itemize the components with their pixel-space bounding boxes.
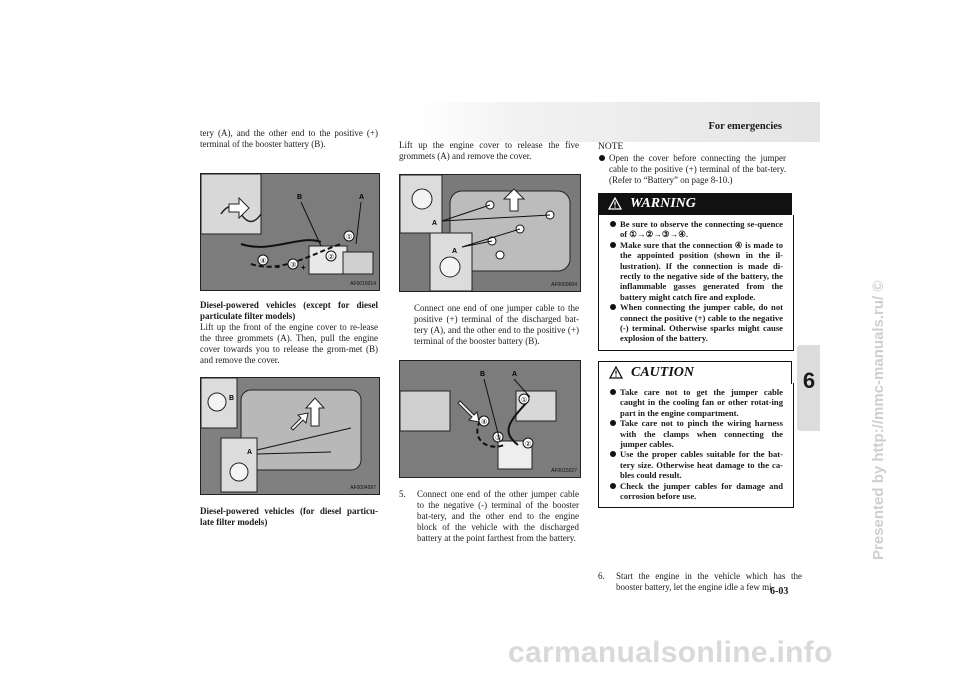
fig4-label-2: ②: [525, 441, 532, 448]
fig1-label-4: ④: [260, 258, 267, 265]
fig4-code: AF0015027: [551, 468, 577, 474]
warning-body: [598, 215, 794, 351]
fig1-label-b: B: [297, 194, 303, 201]
note-body: [598, 153, 786, 186]
caution-item-4: Check the jumper cables for damage and corrosion before use.: [609, 481, 783, 502]
step-5-number: 5.: [399, 489, 406, 499]
col1-heading-1: Diesel-powered vehicles (except for diesel particulate filter models): [200, 300, 378, 321]
fig4-label-4: ④: [481, 419, 488, 426]
figure-engine-cover-diesel: [200, 377, 380, 495]
fig1-label-a: A: [359, 194, 365, 201]
warning-header: [598, 193, 792, 215]
note-item: Open the cover before connecting the jumper cable to the positive (+) terminal of the bat-tery. (Refer to “Battery” on page 8-10.): [598, 153, 786, 186]
caution-title: CAUTION: [631, 365, 695, 380]
step-6: [598, 571, 802, 593]
col1-paragraph-2: Lift up the front of the engine cover to re-lease the three grommets (A). Then, pull the engine cover towards you to release the grom-met (B) and remove the cover.: [200, 322, 378, 365]
fig4-label-1: ①: [521, 397, 528, 404]
step-5-text: Connect one end of the other jumper cable to the negative (-) terminal of the booster bat-tery, and the other end to the engine block of the vehicle with the discharged battery at the point farthest from the battery.: [417, 489, 579, 543]
caution-triangle-icon: [609, 366, 623, 379]
caution-item-2: Take care not to pinch the wiring harness with the clamps when connecting the jumper cables.: [609, 418, 783, 449]
fig2-label-a: A: [247, 449, 253, 456]
fig2-code: AF0004997: [350, 485, 376, 491]
fig1-label-1: ①: [346, 234, 353, 241]
fig4-label-b: B: [480, 371, 486, 378]
page-number: 6-03: [770, 586, 789, 597]
note-label: NOTE: [598, 142, 624, 152]
fig3-code: AF0009604: [551, 282, 577, 288]
col2-paragraph-2: Connect one end of one jumper cable to the positive (+) terminal of the discharged bat-tery (A), and the other end to the positive (+) terminal of the booster battery (B).: [414, 303, 579, 346]
caution-header: [598, 361, 792, 384]
caution-body: [598, 383, 794, 508]
vertical-watermark: Presented by http://mmc-manuals.ru/ ©: [870, 280, 887, 560]
col2-intro-text: Lift up the engine cover to release the five grommets (A) and remove the cover.: [399, 140, 579, 161]
warning-triangle-icon: [608, 197, 622, 210]
figure-jumper-connection-2: [399, 360, 581, 478]
caution-item-1: Take care not to get the jumper cable caught in the cooling fan or other rotat-ing part in the engine compartment.: [609, 387, 783, 418]
warning-item-1: Be sure to observe the connecting se-quence of ①→②→③→④.: [609, 219, 783, 240]
fig1-code: AF0015014: [350, 281, 376, 287]
figure-engine-cover-petrol: [399, 174, 581, 292]
fig3-label-a1: A: [432, 220, 438, 227]
warning-title: WARNING: [630, 196, 696, 211]
fig1-label-3: ③: [290, 262, 297, 269]
step-6-text: Start the engine in the vehicle which has the booster battery, let the engine idle a few mi-: [616, 571, 802, 592]
fig2-label-b: B: [229, 395, 235, 402]
warning-item-3: When connecting the jumper cable, do not connect the positive (+) cable to the negative (-) terminal. Otherwise sparks might cause explosion of the battery.: [609, 302, 783, 344]
fig1-label-plus: +: [301, 263, 306, 272]
fig1-label-2: ②: [328, 254, 335, 261]
fig3-label-a2: A: [452, 248, 458, 255]
col1-heading-2: Diesel-powered vehicles (for diesel particu-late filter models): [200, 506, 378, 527]
fig1-label-minus: −: [275, 263, 280, 272]
section-title: For emergencies: [708, 121, 782, 132]
figure-jumper-connection-1: [200, 173, 380, 291]
fig4-label-3: ③: [495, 435, 502, 442]
step-5: [399, 489, 579, 544]
chapter-number: 6: [802, 368, 816, 393]
step-6-number: 6.: [598, 571, 605, 581]
fig4-label-a: A: [512, 371, 518, 378]
warning-item-2: Make sure that the connection ④ is made to the appointed position (shown in the il-lustration). If the connection is made di-rectly to the negative side of the battery, the inflammable gasses generated from the battery might catch fire and explode.: [609, 240, 783, 302]
caution-item-3: Use the proper cables suitable for the bat-tery size. Otherwise heat damage to the ca-bles could result.: [609, 449, 783, 480]
col1-intro-text: tery (A), and the other end to the positive (+) terminal of the booster battery (B).: [200, 128, 378, 149]
bottom-watermark: carmanualsonline.info: [508, 636, 833, 669]
